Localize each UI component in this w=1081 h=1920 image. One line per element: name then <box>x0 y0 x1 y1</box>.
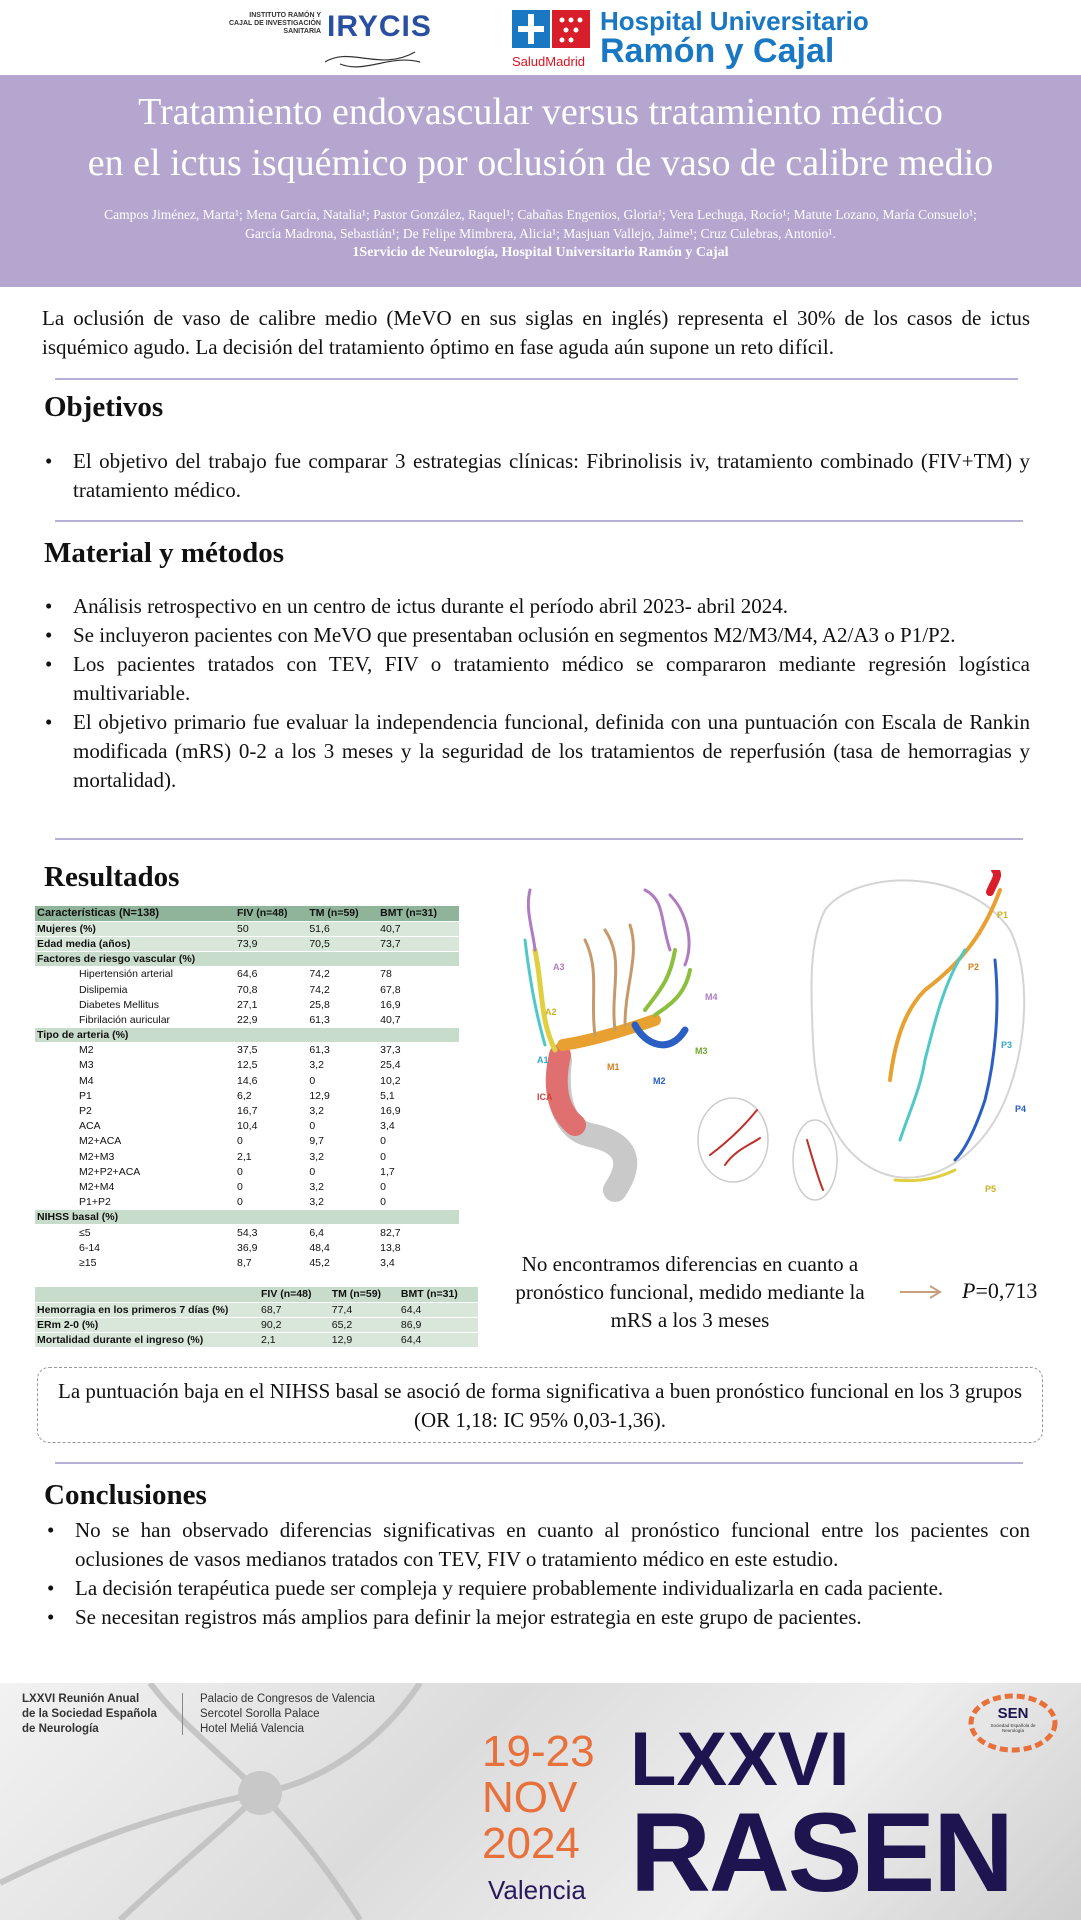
table-row: P2 16,7 3,2 16,9 <box>35 1103 459 1118</box>
divider <box>55 378 1018 380</box>
label-m3: M3 <box>695 1046 708 1056</box>
meeting-name: LXXVI Reunión Anual de la Sociedad Española de Neurología <box>22 1693 157 1735</box>
table-row: M2+ACA 0 9,7 0 <box>35 1134 459 1149</box>
label-m1: M1 <box>607 1062 620 1072</box>
label-ica: ICA <box>537 1092 553 1102</box>
table-row: P1 6,2 12,9 5,1 <box>35 1088 459 1103</box>
salud-madrid-emblem-icon <box>512 6 592 52</box>
divider <box>55 520 1023 522</box>
label-a1: A1 <box>537 1055 549 1065</box>
table-row: Edad media (años) 73,9 70,5 73,7 <box>35 936 459 951</box>
label-p3: P3 <box>1001 1040 1013 1050</box>
congress-number: LXXVI <box>630 1717 850 1802</box>
conclusiones-heading: Conclusiones <box>44 1479 207 1511</box>
sen-logo-text: SEN <box>997 1705 1029 1722</box>
divider <box>182 1693 183 1735</box>
divider <box>55 1462 1023 1464</box>
salud-madrid-label: SaludMadrid <box>512 54 585 69</box>
table-row: Fibrilación auricular 22,9 61,3 40,7 <box>35 1012 459 1027</box>
p-value: P=0,713 <box>962 1278 1038 1303</box>
irycis-wordmark: IRYCIS <box>327 10 432 43</box>
table-row: Diabetes Mellitus 27,1 25,8 16,9 <box>35 997 459 1012</box>
objetivos-heading: Objetivos <box>44 391 164 423</box>
objetivos-list <box>43 447 1030 505</box>
congress-acronym: RASEN <box>630 1790 1013 1915</box>
table-row: P1+P2 0 3,2 0 <box>35 1195 459 1210</box>
table-section-row: NIHSS basal (%) <box>35 1210 459 1225</box>
venue: Palacio de Congresos de Valencia Sercotel Sorolla Palace Hotel Meliá Valencia <box>200 1693 375 1735</box>
label-p4: P4 <box>1015 1104 1027 1114</box>
label-a3: A3 <box>553 962 565 972</box>
label-m4: M4 <box>705 992 718 1002</box>
table-header-row: Características (N=138) FIV (n=48) TM (n=59) BMT (n=31) <box>35 906 459 921</box>
table-row: ERm 2-0 (%) 90,2 65,2 86,9 <box>35 1317 478 1332</box>
table-row: M4 14,6 0 10,2 <box>35 1073 459 1088</box>
list-item: • El objetivo primario fue evaluar la independencia funcional, definida con una puntuación con Escala de Rankin modificada (mRS) 0-2 a los 3 meses y la seguridad de los tratamientos de reperfusión (tasa de hemorragias y mortalidad). <box>43 708 1030 795</box>
table-row: Hemorragia en los primeros 7 días (%) 68,7 77,4 64,4 <box>35 1302 478 1317</box>
table-section-row: Tipo de arteria (%) <box>35 1028 459 1043</box>
table-row: M2 37,5 61,3 37,3 <box>35 1043 459 1058</box>
table-section-row: Factores de riesgo vascular (%) <box>35 952 459 967</box>
label-p1: P1 <box>997 910 1009 920</box>
congress-footer <box>0 1683 1081 1920</box>
label-a2: A2 <box>545 1007 557 1017</box>
list-item: • Se incluyeron pacientes con MeVO que presentaban oclusión en segmentos M2/M3/M4, A2/A3 o P1/P2. <box>43 621 1030 650</box>
nihss-finding-box: La puntuación baja en el NIHSS basal se asoció de forma significativa a buen pronóstico funcional en los 3 grupos (OR 1,18: IC 95% 0,03-1,36). <box>37 1367 1043 1443</box>
list-item: • No se han observado diferencias significativas en cuanto al pronóstico funcional entre los pacientes con oclusiones de vasos medianos tratados con TEV, FIV o tratamiento médico en este estudio. <box>45 1516 1030 1574</box>
characteristics-table <box>35 906 459 1271</box>
label-m2: M2 <box>653 1076 666 1086</box>
title-banner <box>0 75 1081 287</box>
poster-title: Tratamiento endovascular versus tratamiento médico en el ictus isquémico por oclusión de vaso de calibre medio <box>87 91 994 184</box>
label-p2: P2 <box>968 962 980 972</box>
list-item: • La decisión terapéutica puede ser compleja y requiere probablemente individualizarla en cada paciente. <box>45 1574 1030 1603</box>
conclusiones-list <box>45 1516 1030 1632</box>
irycis-swirl-icon <box>320 44 430 70</box>
table-row: ACA 10,4 0 3,4 <box>35 1119 459 1134</box>
congress-dates: 19-23 NOV 2024 <box>482 1727 595 1868</box>
arrow-right-icon <box>898 1282 944 1302</box>
table-row: M2+P2+ACA 0 0 1,7 <box>35 1164 459 1179</box>
outcomes-table <box>35 1287 478 1348</box>
resultados-heading: Resultados <box>44 861 180 893</box>
table-row: ≤5 54,3 6,4 82,7 <box>35 1225 459 1240</box>
sen-logo-subtitle: Sociedad Española de Neurología <box>990 1723 1036 1733</box>
table-row: M2+M4 0 3,2 0 <box>35 1179 459 1194</box>
list-item: • El objetivo del trabajo fue comparar 3 estrategias clínicas: Fibrinolisis iv, tratamiento combinado (FIV+TM) y tratamiento médico. <box>43 447 1030 505</box>
table-row: ≥15 8,7 45,2 3,4 <box>35 1255 459 1270</box>
list-item: • Se necesitan registros más amplios para definir la mejor estrategia en este grupo de pacientes. <box>45 1603 1030 1632</box>
list-item: • Los pacientes tratados con TEV, FIV o tratamiento médico se compararon mediante regresión logística multivariable. <box>43 650 1030 708</box>
table-header-row: FIV (n=48) TM (n=59) BMT (n=31) <box>35 1287 478 1302</box>
table-row: 6-14 36,9 48,4 13,8 <box>35 1240 459 1255</box>
authors: Campos Jiménez, Marta¹; Mena García, Natalia¹; Pastor González, Raquel¹; Cabañas Engenios, Gloria¹; Vera Lechuga, Rocío¹; Matute Lozano, María Consuelo¹; García Madrona, Sebastián¹; De Felipe Mimbrera, Alicia¹; Masjuan Vallejo, Jaime¹; Cruz Culebras, Antonio¹. 1Servicio de Neurología, Hospital Universitario Ramón y Cajal <box>10 205 1071 262</box>
table-row: Mortalidad durante el ingreso (%) 2,1 12,9 64,4 <box>35 1333 478 1348</box>
label-p5: P5 <box>985 1184 997 1194</box>
divider <box>55 838 1023 840</box>
congress-city: Valencia <box>488 1875 586 1905</box>
metodos-heading: Material y métodos <box>44 537 284 569</box>
irycis-subtitle: INSTITUTO RAMÓN Y CAJAL DE INVESTIGACIÓN SANITARIA <box>228 12 321 35</box>
table-row: Mujeres (%) 50 51,6 40,7 <box>35 921 459 936</box>
hospital-name-line2: Ramón y Cajal <box>600 32 835 70</box>
vessel-anatomy-figure <box>495 870 1035 1210</box>
intro-text: La oclusión de vaso de calibre medio (MeVO en sus siglas en inglés) representa el 30% de los casos de ictus isquémico agudo. La decisión del tratamiento óptimo en fase aguda aún supone un reto difícil. <box>42 306 1030 359</box>
ica-segment <box>557 1055 575 1125</box>
irycis-logo <box>225 6 432 68</box>
finding-text: No encontramos diferencias en cuanto a pronóstico funcional, medido mediante la mRS a los 3 meses <box>515 1252 865 1332</box>
hospital-name-line1: Hospital Universitario <box>600 6 869 36</box>
affiliation: 1Servicio de Neurología, Hospital Universitario Ramón y Cajal <box>352 245 729 260</box>
list-item: • Análisis retrospectivo en un centro de ictus durante el período abril 2023- abril 2024. <box>43 592 1030 621</box>
table-row: M2+M3 2,1 3,2 0 <box>35 1149 459 1164</box>
table-row: Hipertensión arterial 64,6 74,2 78 <box>35 967 459 982</box>
hospital-logo <box>512 4 872 70</box>
metodos-list <box>43 592 1030 795</box>
table-row: Dislipemia 70,8 74,2 67,8 <box>35 982 459 997</box>
table-row: M3 12,5 3,2 25,4 <box>35 1058 459 1073</box>
